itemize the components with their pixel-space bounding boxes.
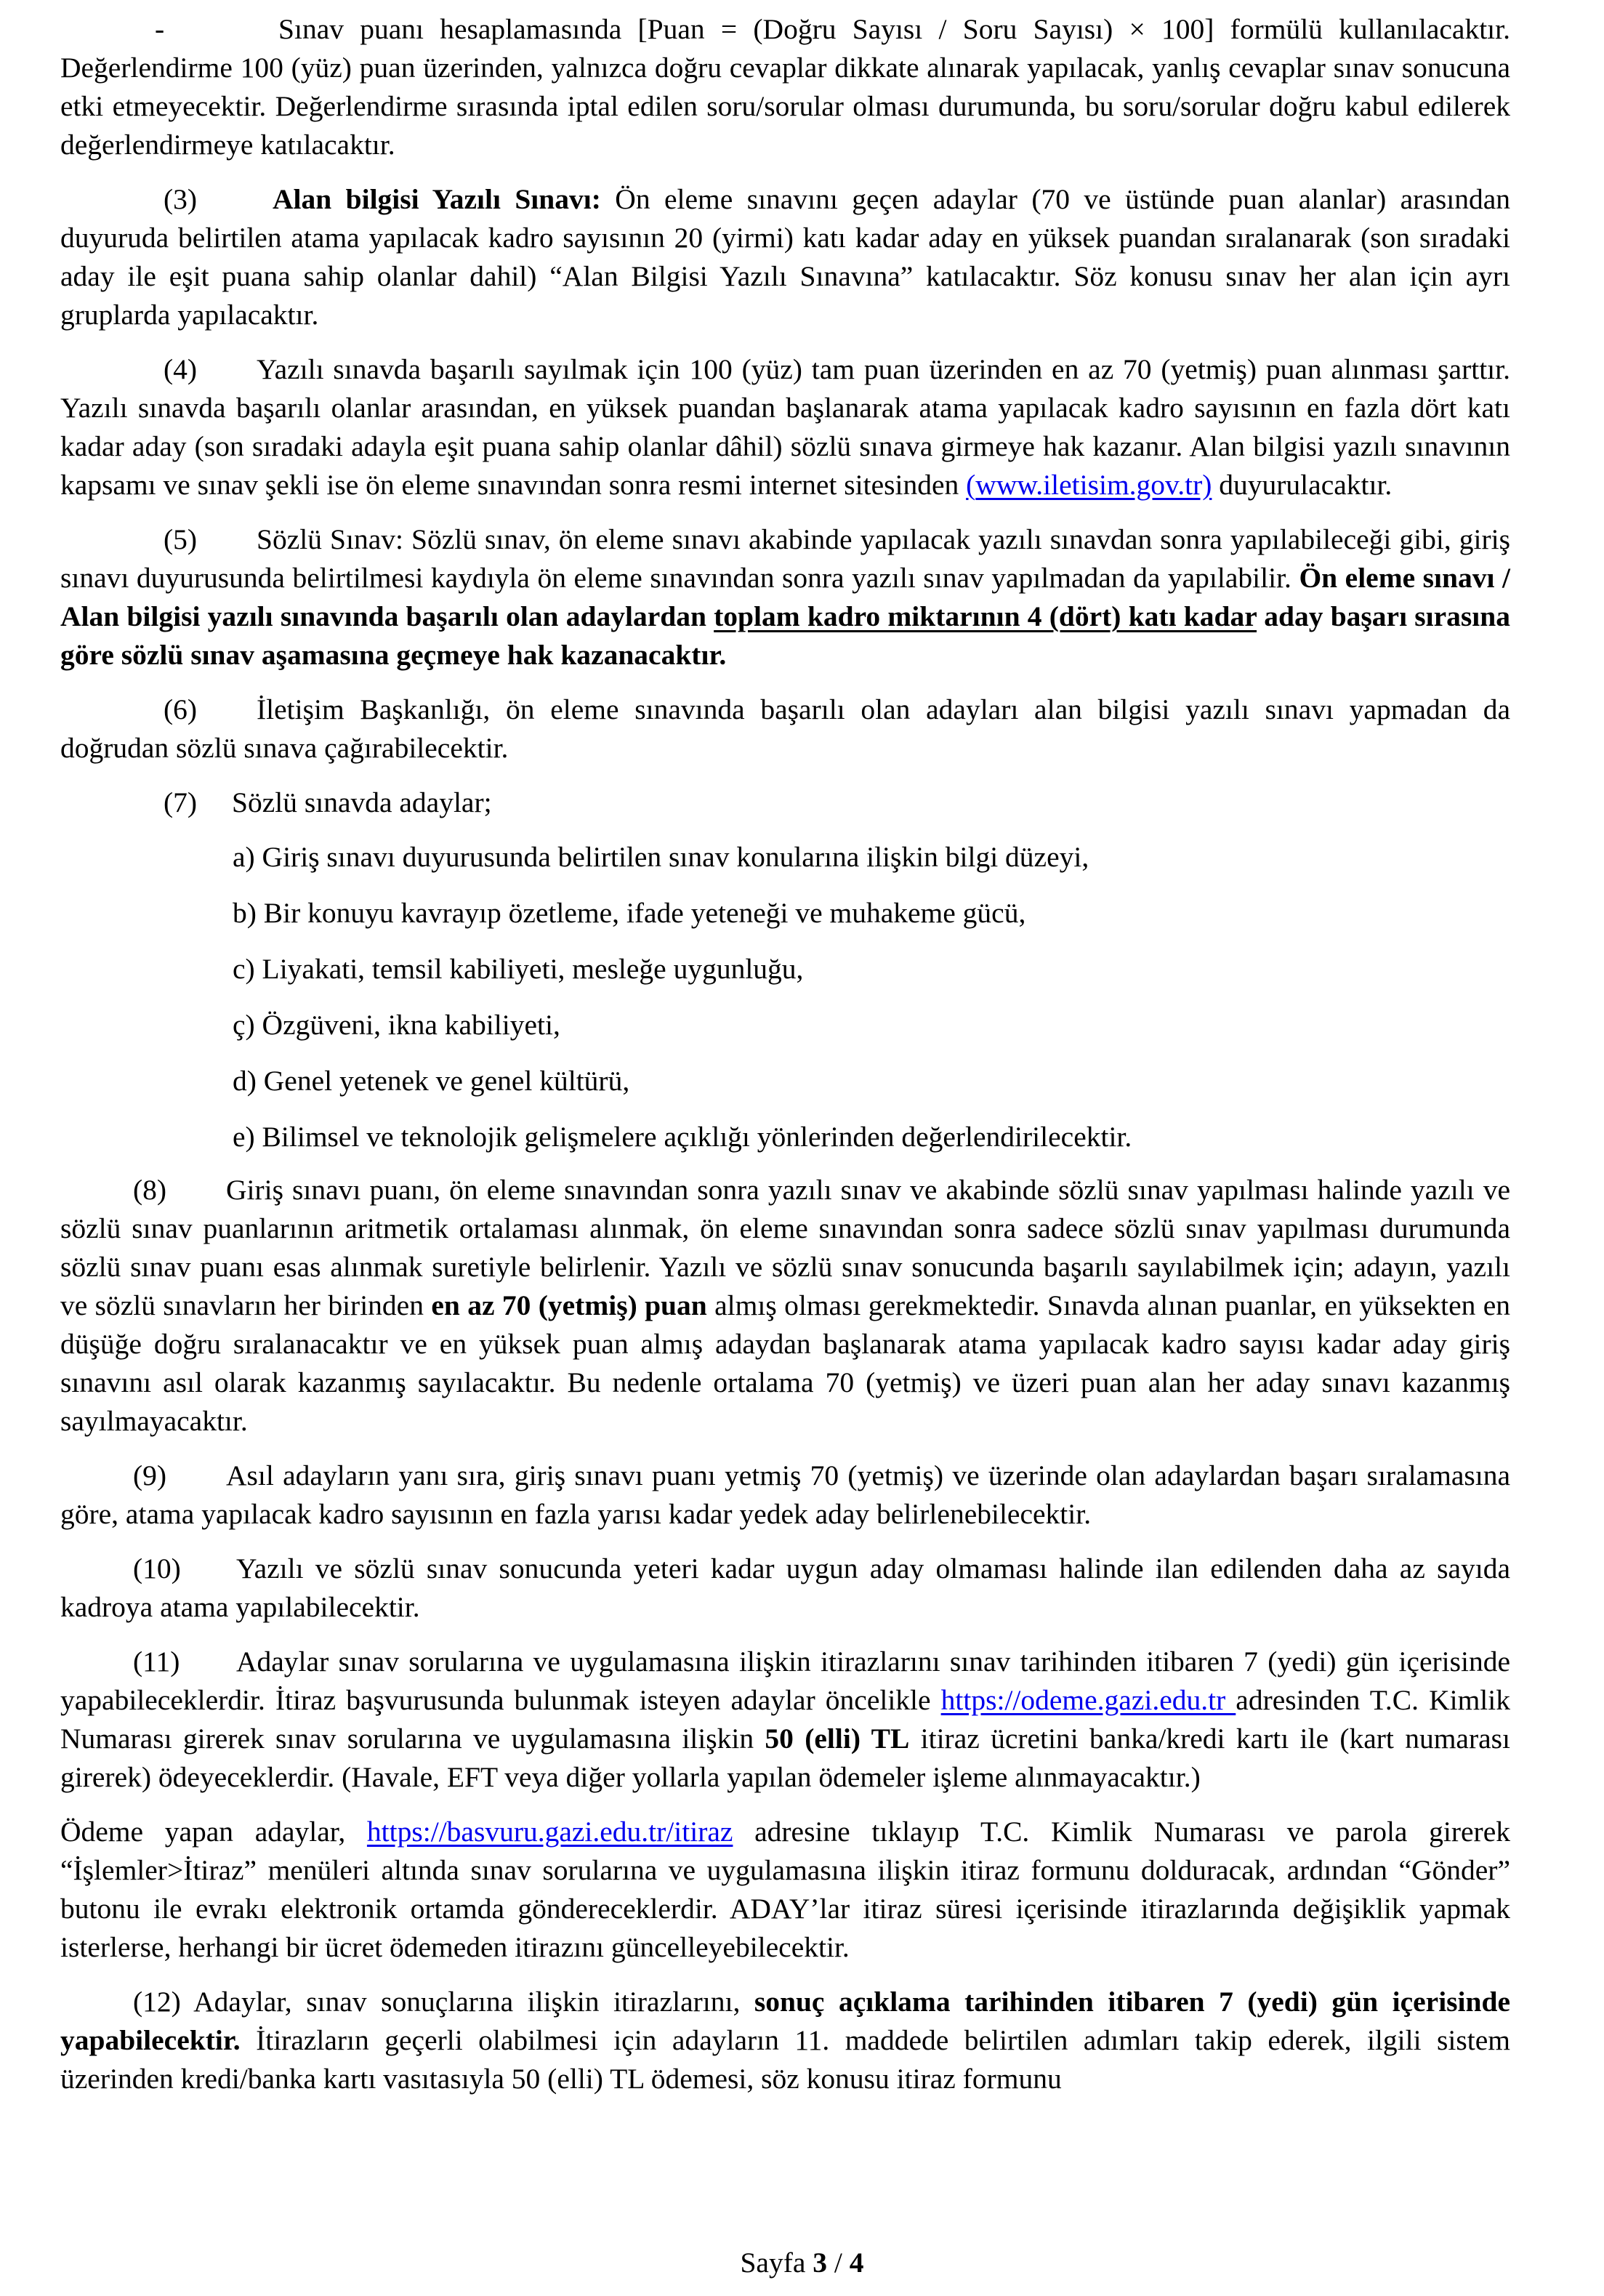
list-item: c) Liyakati, temsil kabiliyeti, mesleğe uygunluğu,	[233, 953, 804, 985]
paragraph-12	[60, 1983, 1510, 2098]
paragraph-text-after: İtirazların geçerli olabilmesi için adayların 11. maddede belirtilen adımları takip ederek, ilgili sistem üzerinden kredi/banka kartı vasıtasıyla 50 (elli) TL ödemesi, söz konusu itiraz formunu	[60, 2024, 1510, 2095]
paragraph-text: Asıl adayların yanı sıra, giriş sınavı puanı yetmiş 70 (yetmiş) ve üzerinde olan adaylardan başarı sıralamasına göre, atama yapılacak kadro sayısının en fazla yarısı kadar yedek aday belirlenebilecektir.	[60, 1459, 1510, 1530]
paragraph-number: (10)	[133, 1552, 181, 1584]
paragraph-text: Giriş sınavı puanı, ön eleme sınavından sonra yazılı sınav ve akabinde sözlü sınav yapılması halinde yazılı ve sözlü sınav puanlarının aritmetik ortalaması alınmak, ön eleme sınavından sonra sadece sözlü sınav yapılması durumunda sözlü sınav puanı esas alınmak suretiyle belirlenir. Yazılı ve sözlü sınav sonucunda başarılı sayılabilmek için; adayın, yazılı ve sözlü sınavların her birinden	[60, 1174, 1510, 1321]
paragraph-text: Yazılı sınavda başarılı sayılmak için 100 (yüz) tam puan üzerinden en az 70 (yetmiş) puan alınması şarttır. Yazılı sınavda başarılı olanlar arasından, en yüksek puandan başlanarak atama yapılacak kadro sayısının en fazla dört katı kadar aday (son sıradaki adayla eşit puana sahip olanlar dâhil) sözlü sınava girmeye hak kazanır. Alan bilgisi yazılı sınavının kapsamı ve sınav şekli ise ön eleme sınavından sonra resmi internet sitesinden	[60, 353, 1510, 501]
paragraph-4-written-exam	[60, 350, 1510, 504]
paragraph-7	[60, 784, 1510, 822]
bold-text: en az 70 (yetmiş) puan	[431, 1289, 707, 1321]
paragraph-number: (11)	[133, 1646, 180, 1677]
bullet-dash: -	[155, 13, 165, 45]
paragraph-text: Ön eleme sınavını geçen adaylar (70 ve üstünde puan alanlar) arasından duyuruda belirtilen atama yapılacak kadro sayısının 20 (yirmi) katı kadar aday en yüksek puandan sıralanarak (son sıradaki aday ile eşit puana sahip olanlar dahil) “Alan Bilgisi Yazılı Sınavına” katılacaktır. Söz konusu sınav her alan için ayrı gruplarda yapılacaktır.	[60, 183, 1510, 331]
paragraph-8	[60, 1171, 1510, 1441]
paragraph-text-mid: adresinden T.C. Kimlik Numarası girerek sınav sorularına ve uygulamasına ilişkin	[60, 1684, 1511, 1755]
page-separator: /	[834, 2247, 842, 2279]
paragraph-heading: Alan bilgisi Yazılı Sınavı:	[273, 183, 601, 215]
paragraph-text: Sınav puanı hesaplamasında [Puan = (Doğru Sayısı / Soru Sayısı) × 100] formülü kullanılacaktır. Değerlendirme 100 (yüz) puan üzerinden, yalnızca doğru cevaplar dikkate alınarak yapılacak, yanlış cevaplar sınav sonucuna etki etmeyecektir. Değerlendirme sırasında iptal edilen soru/sorular olması durumunda, bu soru/sorular doğru kabul edilerek değerlendirmeye katılacaktır.	[60, 13, 1510, 161]
odeme-gazi-link[interactable]: https://odeme.gazi.edu.tr	[940, 1684, 1236, 1716]
paragraph-number: (12)	[133, 1986, 181, 2018]
paragraph-5-oral-exam	[60, 520, 1510, 674]
list-item: a) Giriş sınavı duyurusunda belirtilen sınav konularına ilişkin bilgi düzeyi,	[233, 841, 1089, 873]
paragraph-10	[60, 1550, 1510, 1627]
paragraph-text-after: duyurulacaktır.	[1212, 469, 1393, 501]
page-label: Sayfa	[740, 2247, 806, 2279]
bold-text: Ön eleme sınavı / Alan bilgisi yazılı sınavında başarılı olan adaylardan	[60, 562, 1510, 632]
paragraph-text: İletişim Başkanlığı, ön eleme sınavında başarılı olan adayları alan bilgisi yazılı sınavı yapmadan da doğrudan sözlü sınava çağırabilecektir.	[60, 693, 1510, 764]
paragraph-9	[60, 1457, 1510, 1534]
paragraph-text-after: itiraz ücretini banka/kredi kartı ile (kart numarası girerek) ödeyeceklerdir. (Havale, EFT veya diğer yollarla yapılan ödemeler işleme alınmayacaktır.)	[60, 1723, 1510, 1793]
paragraph-number: (4)	[164, 353, 198, 385]
current-page: 3	[813, 2247, 828, 2279]
iletisim-website-link[interactable]: (www.iletisim.gov.tr)	[966, 469, 1212, 501]
paragraph-score-formula	[60, 10, 1510, 164]
document-page	[60, 10, 1510, 2098]
paragraph-number: (3)	[164, 183, 198, 215]
paragraph-payment-instructions	[60, 1813, 1510, 1967]
bold-underlined-text: toplam kadro miktarının 4 (dört) katı kadar	[714, 600, 1257, 632]
paragraph-number: (5)	[164, 523, 198, 555]
total-pages: 4	[849, 2247, 864, 2279]
paragraph-text: Adaylar, sınav sonuçlarına ilişkin itirazlarını,	[180, 1986, 754, 2018]
bold-text: sonuç açıklama tarihinden itibaren 7 (yedi) gün içerisinde yapabilecektir.	[60, 1986, 1510, 2056]
paragraph-number: (7)	[164, 786, 198, 818]
paragraph-text: Adaylar sınav sorularına ve uygulamasına ilişkin itirazlarını sınav tarihinden itibaren 7 (yedi) gün içerisinde yapabileceklerdir. İtiraz başvurusunda bulunmak isteyen adaylar öncelikle	[60, 1646, 1510, 1716]
paragraph-text: Ödeme yapan adaylar,	[60, 1816, 367, 1848]
paragraph-number: (9)	[133, 1459, 167, 1491]
list-item: e) Bilimsel ve teknolojik gelişmelere açıklığı yönlerinden değerlendirilecektir.	[233, 1121, 1132, 1153]
list-item: d) Genel yetenek ve genel kültürü,	[233, 1065, 630, 1097]
paragraph-text: Yazılı ve sözlü sınav sonucunda yeteri kadar uygun aday olmaması halinde ilan edilenden daha az sayıda kadroya atama yapılabilecektir.	[60, 1552, 1510, 1623]
paragraph-number: (6)	[164, 693, 198, 725]
paragraph-number: (8)	[133, 1174, 167, 1206]
bold-fee: 50 (elli) TL	[765, 1723, 910, 1755]
paragraph-text: Sözlü Sınav: Sözlü sınav, ön eleme sınavı akabinde yapılacak yazılı sınavdan sonra yapılabileceği gibi, giriş sınavı duyurusunda belirtilmesi kaydıyla ön eleme sınavından sonra yazılı sınav yapılmadan da yapılabilir.	[60, 523, 1510, 594]
bold-text-after: aday başarı sırasına göre sözlü sınav aşamasına geçmeye hak kazanacaktır.	[60, 600, 1510, 671]
list-item: b) Bir konuyu kavrayıp özetleme, ifade yeteneği ve muhakeme gücü,	[233, 897, 1026, 929]
basvuru-itiraz-link[interactable]: https://basvuru.gazi.edu.tr/itiraz	[366, 1816, 733, 1848]
page-footer	[0, 2244, 1604, 2281]
paragraph-3-field-exam	[60, 180, 1510, 334]
paragraph-text-after: adresine tıklayıp T.C. Kimlik Numarası ve parola girerek “İşlemler>İtiraz” menüleri altında sınav sorularına ve uygulamasına ilişkin itiraz formunu dolduracak, ardından “Gönder” butonu ile evrakı elektronik ortamda göndereceklerdir. ADAY’lar itiraz süresi içerisinde itirazlarında değişiklik yapmak isterlerse, herhangi bir ücret ödemeden itirazını güncelleyebilecektir.	[60, 1816, 1510, 1963]
oral-exam-criteria-list	[60, 838, 1510, 1156]
paragraph-text-after: almış olması gerekmektedir. Sınavda alınan puanlar, en yüksekten en düşüğe doğru sıralanacaktır ve en yüksek puan almış adaydan başlanarak atama yapılacak kadro sayısı kadar aday giriş sınavını asıl olarak kazanmış sayılacaktır. Bu nedenle ortalama 70 (yetmiş) ve üzeri puan alan her aday sınavı kazanmış sayılmayacaktır.	[60, 1289, 1510, 1437]
list-item: ç) Özgüveni, ikna kabiliyeti,	[233, 1009, 560, 1041]
paragraph-text: Sözlü sınavda adaylar;	[232, 786, 492, 818]
paragraph-6	[60, 690, 1510, 768]
paragraph-11	[60, 1643, 1510, 1797]
